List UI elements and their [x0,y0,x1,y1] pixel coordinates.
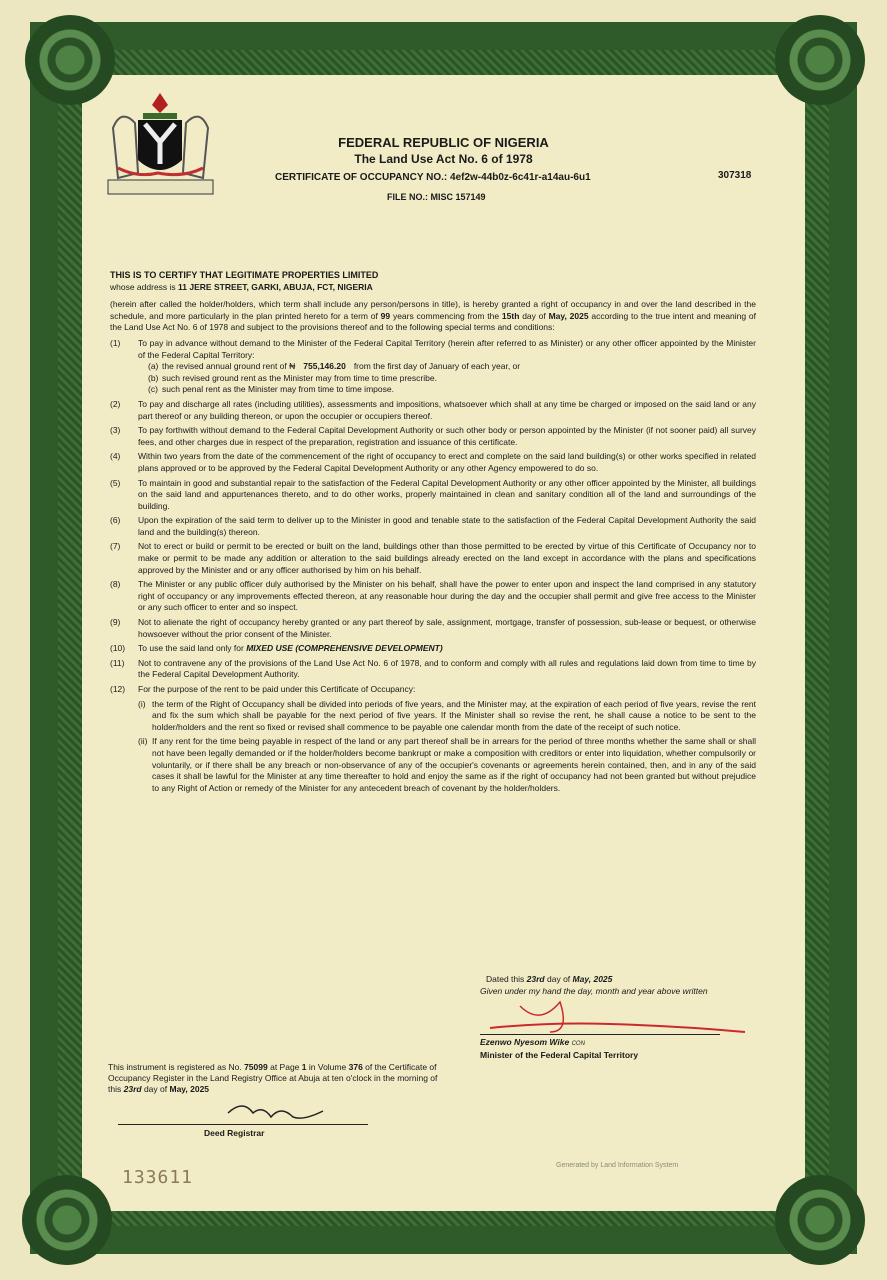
file-label: FILE NO.: [387,192,428,202]
corner-rosette-bl [22,1175,112,1265]
stamp-number: 133611 [122,1167,194,1188]
clause-text: The Minister or any public officer duly authorised by the Minister on his behalf, shall have the power to enter upon and inspect the land comprised in any statutory right of occupancy or any improvements effected thereon, at any reasonable hour during the day and the occupier shall permit and give free access to the Minister or any such officer to enter and so inspect. [138,579,756,613]
minister-title: Minister of the Federal Capital Territory [480,1050,639,1060]
clause-number: (11) [110,657,125,668]
corner-rosette-tr [775,15,865,105]
clause-text: Not to alienate the right of occupancy hereby granted or any part thereof by sale, assignment, mortgage, transfer of possession, sub-lease or bequest, or otherwise howsoever without the prior consent of the Minister. [138,617,756,639]
clause-6 [110,515,756,538]
clause-12-ii-text: If any rent for the time being payable in respect of the land or any part thereof shall be in arrears for the period of three months whether the same shall or shall not have been legally demanded or if the holder/holders become bankrupt or make a composition with creditors or enter into liquidation, whether compulsorily or voluntarily, or if there shall be any breach or non-observance of any of the occupier's covenants or agreements herein contained, then, and in any of the said cases it shall be lawful for the Minister at any time thereafter to hold and enjoy the same as if the right of occupancy had not been granted but without prejudice to any Right of Action or remedy of the Minister for any antecedent breach of covenant by the holder/holders. [152,736,756,793]
given-line: Given under my hand the day, month and year above written [480,986,708,996]
clause-9 [110,617,756,640]
registration-line: This instrument is registered as No. 75099 at Page 1 in Volume 376 of the Certificate of Occupancy Register in the Land Registry Office at Abuja at ten o'clock in the morning of this 23rd day of May, 2025 [108,1062,438,1094]
clause-number: (2) [110,398,121,409]
registrar-title: Deed Registrar [204,1128,265,1138]
clause-3 [110,425,756,448]
clause-text: To maintain in good and substantial repair to the satisfaction of the Federal Capital Development Authority or any other officer appointed by the Minister, all buildings on the said land and appurtenances thereto, and to do other works, properly maintained in clean and sanitary condition all of the land and surroundings of the building. [138,477,756,511]
clause-text: Upon the expiration of the said term to deliver up to the Minister in good and tenable state to the satisfaction of the Federal Capital Development Authority the said land and the building(s) thereon. [138,515,756,537]
clause-12-text: For the purpose of the rent to be paid under this Certificate of Occupancy: [138,684,416,694]
cert-label: CERTIFICATE OF OCCUPANCY NO.: [275,172,448,183]
holder-name: LEGITIMATE PROPERTIES LIMITED [225,270,379,280]
serial-number: 307318 [718,170,752,181]
start-month: May, 2025 [548,310,589,321]
clause-12-i: (i) the term of the Right of Occupancy shall be divided into periods of five years, and the Minister may, at the expiration of each period of five years, revise the rent and fix the sum which shall be payable for the next period of five years. If the Minister shall so revise the rent, he shall cause a notice to be sent to the holder/holders and the rent so fixed or revised shall commence to be payable one calendar month from the date of the receipt of such notice. [138,698,756,732]
clause-text: Within two years from the date of the commencement of the right of occupancy to erect and complete on the said land building(s) or other works specified in related plans approved or to be approved by the Federal Capital Development Authority or any other Agency empowered to do so. [138,451,756,473]
clause-number: (8) [110,579,121,590]
signature-block [480,974,760,1060]
intro-p2: years commencing from the [392,310,500,321]
clause-12-ii: (ii) If any rent for the time being payable in respect of the land or any part thereof shall be in arrears for the period of three months whether the same shall or shall not have been legally demanded or if the holder/holders become bankrupt or make a composition with creditors or enter into liquidation, whether compulsorily or voluntarily, or if there shall be any breach or non-observance of any of the occupier's covenants or agreements herein contained, then, and in any of the said cases it shall be lawful for the Minister at any time thereafter to hold and enjoy the same as if the right of occupancy had not been granted but without prejudice to any Right of Action or remedy of the Minister for any antecedent breach of covenant by the holder/holders. [138,736,756,793]
minister-name: Ezenwo Nyesom Wike [480,1037,570,1047]
sub-text-2: from the first day of January of each year, or [353,361,521,372]
address-label: whose address is [110,281,176,292]
ground-rent-amount: 755,146.20 [303,361,346,372]
clause-7 [110,541,756,576]
sub-number: (c) [148,384,158,395]
clause-1-sub-item [148,373,756,385]
sub-number: (a) [148,361,159,372]
clause-text: To pay forthwith without demand to the Federal Capital Development Authority or such other body or person appointed by the Minister (if not sooner paid) all survey fees, and other charges due in respect of the preparation, registration and issuance of this certificate. [138,425,756,447]
dated-line: Dated this 23rd day of May, 2025 [486,974,613,984]
clause-4 [110,451,756,474]
file-number-line [387,192,486,202]
intro-paragraph [110,299,756,334]
header-act: The Land Use Act No. 6 of 1978 [354,152,533,166]
sub-number: (b) [148,372,159,383]
minister-name-line: Ezenwo Nyesom Wike CON [480,1034,720,1047]
registration-block [108,1062,438,1139]
clause-number: (7) [110,541,121,552]
registrar-signature [218,1095,418,1121]
land-use: MIXED USE (COMPREHENSIVE DEVELOPMENT) [246,643,443,654]
intro-p3: day of [522,310,546,321]
clause-text: To pay in advance without demand to the Minister of the Federal Capital Territory (herein after referred to as Minister) or any other officer appointed by the Minister of the Federal Capital Territory: [138,337,756,360]
clause-12-i-text: the term of the Right of Occupancy shall be divided into periods of five years, and the Minister may, at the expiration of each period of five years, revise the rent and fix the sum which shall be payable for the next period of five years. If the Minister shall so revise the rent, he shall cause a notice to be sent to the holder/holders and the rent so fixed or revised shall commence to be payable one calendar month from the date of the receipt of such notice. [152,698,756,732]
clause-text: To pay and discharge all rates (including utilities), assessments and impositions, whatsoever which shall at any time be charged or imposed on the said land or any part thereof or any building thereon, or upon the occupier or occupiers thereof. [138,398,756,421]
sub-text: such penal rent as the Minister may from time to time impose. [162,384,394,395]
clause-1-sub-item [148,361,756,373]
minister-signature [480,998,750,1038]
clause-5 [110,478,756,513]
clause-1 [110,338,756,361]
clause-12 [110,684,756,696]
sub-text: such revised ground rent as the Minister may from time to time prescribe. [162,372,437,383]
header-country: FEDERAL REPUBLIC OF NIGERIA [338,135,549,150]
address-value: 11 JERE STREET, GARKI, ABUJA, FCT, NIGERIA [178,281,373,292]
registrar-line [118,1124,368,1125]
clause-11 [110,658,756,681]
cert-number: 4ef2w-44b0z-6c41r-a14au-6u1 [450,172,591,183]
sub-text: the revised annual ground rent of ₦ [162,361,296,372]
clause-11-text: Not to contravene any of the provisions of the Land Use Act No. 6 of 1978, and to conform and comply with all rules and regulations laid down from time to time by the Federal Capital Development Authority. [138,657,756,680]
clause-number: (10) [110,643,126,654]
certify-text: THIS IS TO CERTIFY THAT [110,270,224,280]
clause-number: (5) [110,477,121,488]
intro-p4: according to the true intent and meaning of the Land Use Act No. 6 of 1978 and subject to the provisions thereof and to the following special terms and conditions: [110,310,756,333]
clause-number: (4) [110,451,121,462]
term-years: 99 [380,310,391,321]
start-day: 15th [501,310,520,321]
clause-number: (1) [110,337,121,348]
clause-text: Not to erect or build or permit to be erected or built on the land, buildings other than those permitted to be erected by virtue of this Certificate of Occupancy nor to make or permit to be made any addition or alteration to the said buildings already erected on the land except in accordance with the plans and specifications approved by the Minister and or any officer authorised by him on his behalf. [138,541,756,575]
clause-1-sub-item [148,384,756,396]
clause-number: (6) [110,515,121,526]
certificate-body [110,270,756,794]
clause-10-text: To use the said land only for [138,643,244,654]
clause-2 [110,399,756,422]
intro-p1: (herein after called the holder/holders, which term shall include any person/persons in title), is hereby granted a right of occupancy in and over the land described in the schedule, and more particularly in the plan printed hereto for a term of [110,299,756,321]
header [0,135,887,166]
clause-number: (3) [110,425,121,436]
clauses-list [110,338,756,640]
certificate-number-line [275,172,591,183]
clause-10 [110,643,756,655]
file-number: MISC 157149 [430,192,486,202]
clause-number: (12) [110,684,126,694]
clause-8 [110,579,756,614]
certify-line [110,270,756,282]
corner-rosette-br [775,1175,865,1265]
address-line [110,282,756,294]
clause-number: (9) [110,617,121,628]
footer-text: Generated by Land Information System [556,1162,679,1169]
